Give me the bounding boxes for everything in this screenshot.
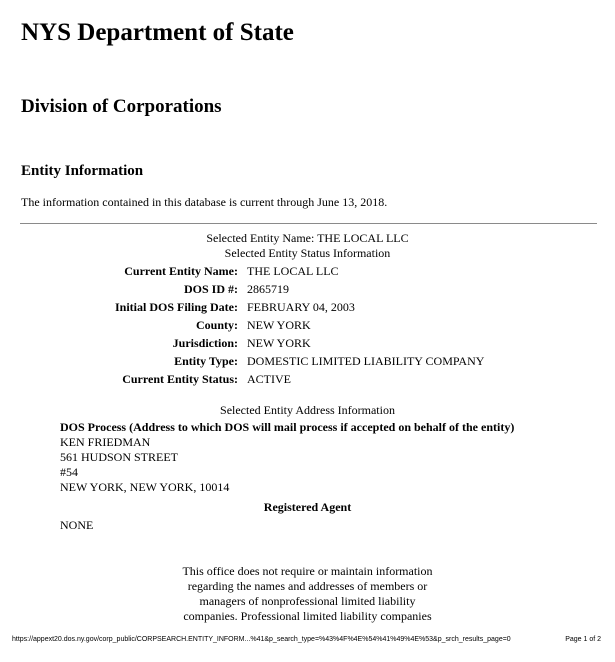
llc-disclaimer — [150, 564, 465, 624]
field-label: Current Entity Status: — [122, 372, 238, 386]
address-line: 561 HUDSON STREET — [60, 450, 179, 464]
dos-process-heading: DOS Process (Address to which DOS will mail process if accepted on behalf of the entity) — [60, 420, 515, 434]
field-label: DOS ID #: — [183, 282, 238, 296]
disclaimer-line: managers of nonprofessional limited liability — [199, 594, 416, 608]
field-value: NEW YORK — [247, 336, 311, 350]
dos-process-address — [60, 435, 229, 495]
field-value: THE LOCAL LLC — [247, 264, 339, 278]
field-label: County: — [195, 318, 238, 332]
field-row-filing-date — [60, 298, 560, 316]
field-value: NEW YORK — [247, 318, 311, 332]
section-heading: Entity Information — [21, 163, 144, 179]
field-row-entity-status — [60, 370, 560, 388]
field-value: FEBRUARY 04, 2003 — [247, 300, 355, 314]
database-currency-note: The information contained in this database is current through June 13, 2018. — [21, 195, 388, 209]
field-row-entity-name — [60, 262, 560, 280]
field-label: Initial DOS Filing Date: — [114, 300, 238, 314]
page-title: NYS Department of State — [21, 19, 294, 46]
address-line: NEW YORK, NEW YORK, 10014 — [60, 480, 230, 494]
field-label: Current Entity Name: — [124, 264, 238, 278]
field-value: ACTIVE — [247, 372, 291, 386]
field-label: Entity Type: — [174, 354, 238, 368]
disclaimer-line: companies. Professional limited liability companies — [183, 609, 432, 623]
field-row-county — [60, 316, 560, 334]
selected-entity-name: Selected Entity Name: THE LOCAL LLC — [206, 231, 409, 245]
divider — [20, 223, 597, 224]
field-row-dos-id — [60, 280, 560, 298]
field-row-entity-type — [60, 352, 560, 370]
address-line: #54 — [60, 465, 78, 479]
print-footer-url: https://appext20.dos.ny.gov/corp_public/CORPSEARCH.ENTITY_INFORM...%41&p_search_type=%43%4F%4E%54%41%49%4E%53&p_srch_results_page=0 — [12, 636, 511, 643]
field-value: DOMESTIC LIMITED LIABILITY COMPANY — [247, 354, 485, 368]
division-heading: Division of Corporations — [21, 96, 222, 117]
disclaimer-line: regarding the names and addresses of members or — [187, 579, 428, 593]
address-info-title: Selected Entity Address Information — [220, 403, 395, 417]
print-page-number: Page 1 of 2 — [565, 636, 601, 643]
disclaimer-line: This office does not require or maintain information — [182, 564, 433, 578]
registered-agent-heading: Registered Agent — [263, 500, 352, 514]
field-row-jurisdiction — [60, 334, 560, 352]
field-value: 2865719 — [247, 282, 289, 296]
field-label: Jurisdiction: — [172, 336, 238, 350]
address-line: KEN FRIEDMAN — [60, 435, 151, 449]
entity-status-table — [60, 262, 560, 388]
status-info-title: Selected Entity Status Information — [224, 246, 391, 260]
registered-agent-value: NONE — [60, 518, 94, 532]
